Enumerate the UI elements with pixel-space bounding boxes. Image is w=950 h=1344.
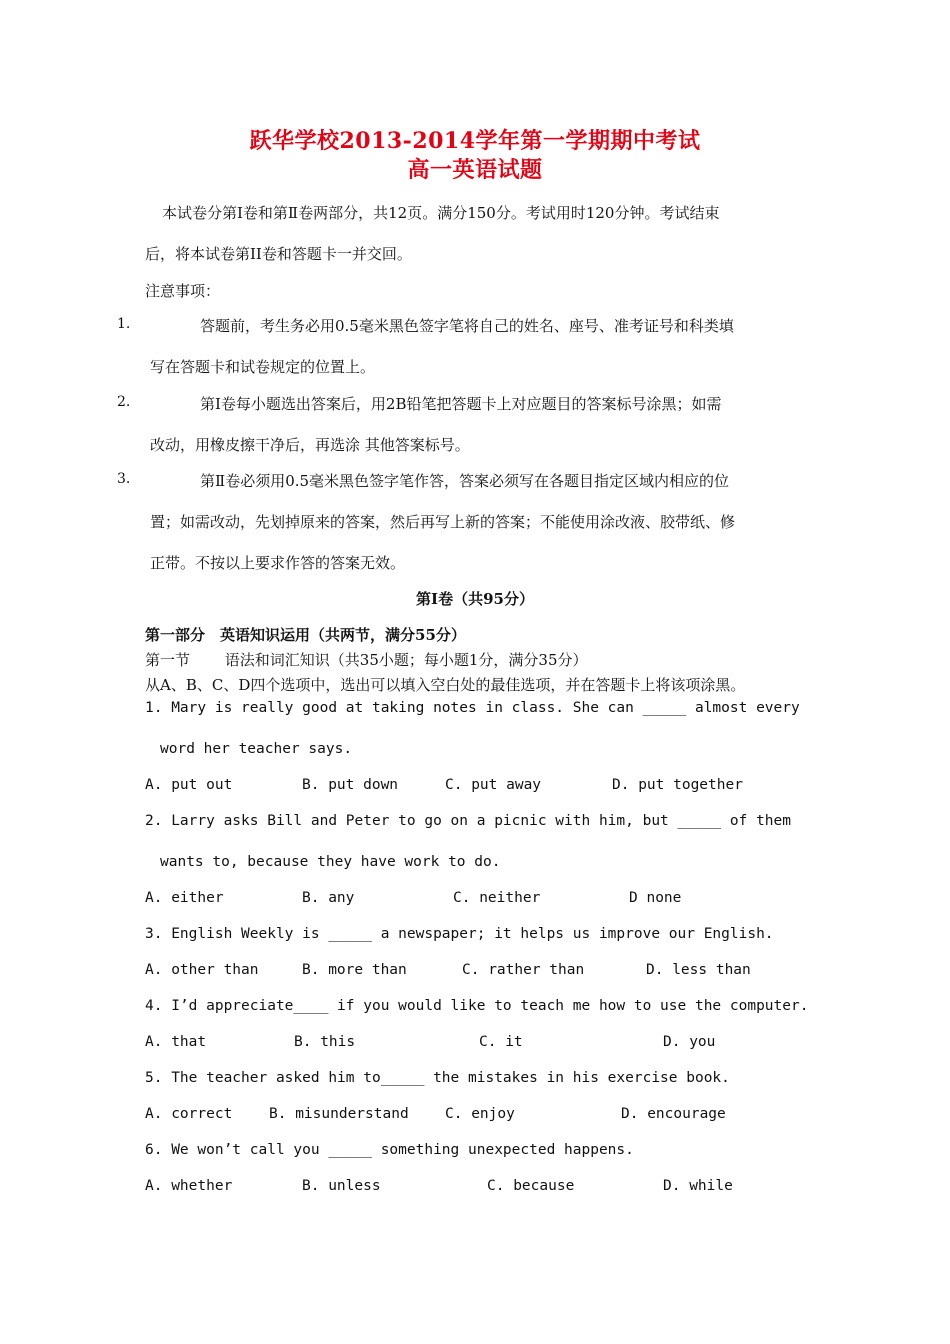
option-c: C. because [487, 1178, 575, 1194]
question-stem: 6. We won’t call you _____ something unexpected happens. [145, 1142, 634, 1158]
option-b: B. put down [302, 777, 399, 793]
question-stem-continued: word her teacher says. [160, 741, 353, 757]
note-number: 2. [117, 394, 131, 410]
option-d: D. while [663, 1178, 733, 1194]
note-number: 3. [117, 471, 131, 487]
note-line: 改动，用橡皮擦干净后，再选涂 其他答案标号。 [150, 436, 470, 454]
note-line: 第Ⅱ卷必须用0.5毫米黑色签字笔作答，答案必须写在各题目指定区域内相应的位 [200, 472, 730, 490]
option-a: A. put out [145, 777, 233, 793]
exam-subtitle: 高一英语试题 [407, 157, 543, 183]
option-d: D. put together [612, 777, 743, 793]
note-line: 第Ⅰ卷每小题选出答案后，用2B铅笔把答题卡上对应题目的答案标号涂黑；如需 [200, 395, 722, 413]
option-c: C. it [479, 1034, 523, 1050]
exam-title: 跃华学校2013-2014学年第一学期期中考试 [249, 128, 701, 154]
note-line: 置；如需改动，先划掉原来的答案，然后再写上新的答案；不能使用涂改液、胶带纸、修 [150, 513, 736, 531]
part-heading: 第一部分 英语知识运用（共两节，满分55分） [145, 626, 466, 644]
option-b: B. any [302, 890, 355, 906]
note-line: 正带。不按以上要求作答的答案无效。 [150, 554, 406, 572]
question-stem: 4. I’d appreciate____ if you would like to teach me how to use the computer. [145, 998, 809, 1014]
option-a: A. either [145, 890, 224, 906]
section-instruction: 从A、B、C、D四个选项中，选出可以填入空白处的最佳选项，并在答题卡上将该项涂黑。 [145, 676, 746, 694]
option-c: C. neither [453, 890, 541, 906]
question-stem: 5. The teacher asked him to_____ the mistakes in his exercise book. [145, 1070, 730, 1086]
volume-heading: 第Ⅰ卷（共95分） [416, 590, 534, 608]
option-a: A. other than [145, 962, 259, 978]
question-stem: 2. Larry asks Bill and Peter to go on a picnic with him, but _____ of them [145, 813, 792, 829]
option-d: D none [629, 890, 682, 906]
option-b: B. unless [302, 1178, 381, 1194]
notes-label: 注意事项： [145, 282, 221, 300]
question-stem: 1. Mary is really good at taking notes in class. She can _____ almost every [145, 700, 800, 716]
option-c: C. enjoy [445, 1106, 515, 1122]
option-b: B. more than [302, 962, 407, 978]
section-heading: 第一节 语法和词汇知识（共35小题；每小题1分，满分35分） [145, 651, 588, 669]
intro-line-1: 本试卷分第Ⅰ卷和第Ⅱ卷两部分，共12页。满分150分。考试用时120分钟。考试结束 [162, 204, 720, 222]
note-line: 写在答题卡和试卷规定的位置上。 [150, 358, 376, 376]
option-d: D. encourage [621, 1106, 726, 1122]
option-c: C. rather than [462, 962, 585, 978]
option-d: D. less than [646, 962, 751, 978]
option-b: B. this [294, 1034, 356, 1050]
intro-line-2: 后，将本试卷第II卷和答题卡一并交回。 [145, 245, 412, 263]
option-c: C. put away [445, 777, 542, 793]
question-stem-continued: wants to, because they have work to do. [160, 854, 501, 870]
option-d: D. you [663, 1034, 716, 1050]
note-number: 1. [117, 316, 131, 332]
option-a: A. correct [145, 1106, 233, 1122]
option-a: A. that [145, 1034, 207, 1050]
option-b: B. misunderstand [269, 1106, 409, 1122]
note-line: 答题前，考生务必用0.5毫米黑色签字笔将自己的姓名、座号、准考证号和科类填 [200, 317, 734, 335]
question-stem: 3. English Weekly is _____ a newspaper; it helps us improve our English. [145, 926, 774, 942]
option-a: A. whether [145, 1178, 233, 1194]
